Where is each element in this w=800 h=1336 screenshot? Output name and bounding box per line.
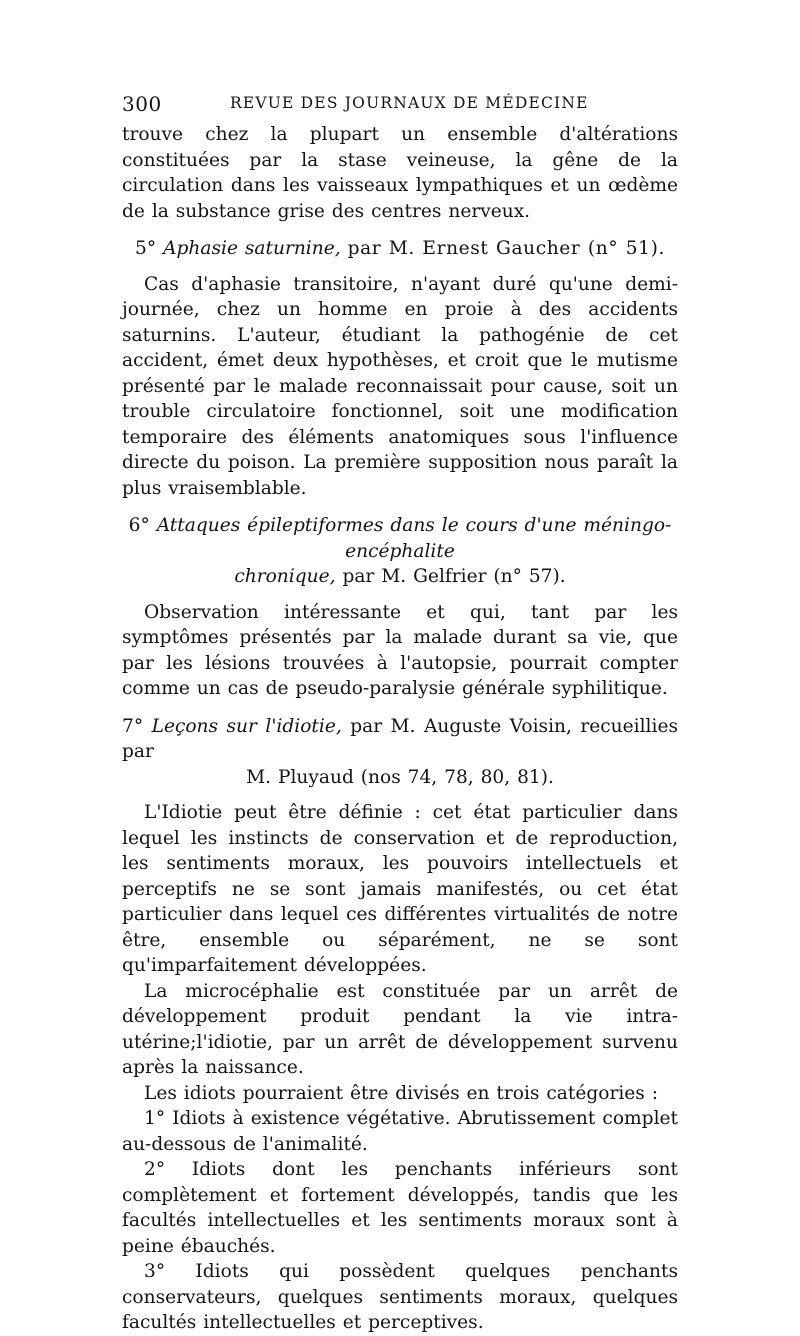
section-7-heading [122,714,678,791]
section-7-paragraph: La microcéphalie est constituée par un arrêt de développement produit pendant la vie intra-utérine;l'idiotie, par un arrêt de développement survenu après la naissance. [122,980,678,1078]
intro-paragraph: trouve chez la plupart un ensemble d'altérations constituées par la stase veineuse, la gêne de la circulation dans les vaisseaux lympathiques et un œdème de la substance grise des centres nerveux. [122,124,678,222]
section-6-title-line1: Attaques épileptiformes dans le cours d'une méningo-encéphalite [156,515,672,562]
section-7-byline-line2: M. Pluyaud (nos 74, 78, 80, 81). [246,766,554,788]
page-number: 300 [122,92,162,116]
section-6-byline: par M. Gelfrier (n° 57). [342,566,566,587]
section-7-number: 7° [122,715,144,737]
section-7-list-item: 3° Idiots qui possèdent quelques penchants conservateurs, quelques sentiments moraux, quelques facultés intellectuelles et perceptives. [122,1261,678,1333]
section-6-body: Observation intéressante et qui, tant par les symptômes présentés par la malade durant sa vie, que par les lésions trouvées à l'autopsie, pourrait compter comme un cas de pseudo-paralysie générale syphilitique. [122,601,678,699]
section-7-paragraph: L'Idiotie peut être définie : cet état particulier dans lequel les instincts de conservation et de reproduction, les sentiments moraux, les pouvoirs intellectuels et perceptifs ne se sont jamais manifestés, ou cet état particulier dans lequel ces différentes virtualités de notre être, ensemble ou séparément, ne se sont qu'imparfaitement développées. [122,802,678,976]
section-7-byline-line1: par M. Auguste Voisin, recueillies par [122,715,678,762]
book-page [122,92,678,1336]
section-6-heading [122,513,678,590]
section-7-list-item: 1° Idiots à existence végétative. Abrutissement complet au-dessous de l'animalité. [122,1108,678,1155]
section-6-title-line2: chronique, [234,566,336,587]
section-6-title-line2-wrap [122,564,678,590]
section-5-body: Cas d'aphasie transitoire, n'ayant duré qu'une demi-journée, chez un homme en proie à des accidents saturnins. L'auteur, étudiant la pathogénie de cet accident, émet deux hypothèses, et croit que le mutisme présenté par le malade reconnaissait pour cause, soit un trouble circulatoire fonctionnel, soit une modification temporaire des éléments anatomiques sous l'influence directe du poison. La première supposition nous paraît la plus vraisemblable. [122,273,678,499]
running-head: REVUE DES JOURNAUX DE MÉDECINE [230,94,589,112]
section-7-paragraph: Les idiots pourraient être divisés en trois catégories : [144,1082,659,1104]
section-6-number: 6° [128,515,150,536]
section-5-byline: par M. Ernest Gaucher (n° 51). [347,238,665,259]
section-5-title: Aphasie saturnine, [163,238,341,259]
page-header [122,92,678,122]
section-5-number: 5° [135,238,157,259]
section-5-heading [122,236,678,262]
section-7-list-item: 2° Idiots dont les penchants inférieurs sont complètement et fortement développés, tandis que les facultés intellectuelles et les sentiments moraux sont à peine ébauchés. [122,1159,678,1257]
section-7-title: Leçons sur l'idiotie, [151,715,342,737]
